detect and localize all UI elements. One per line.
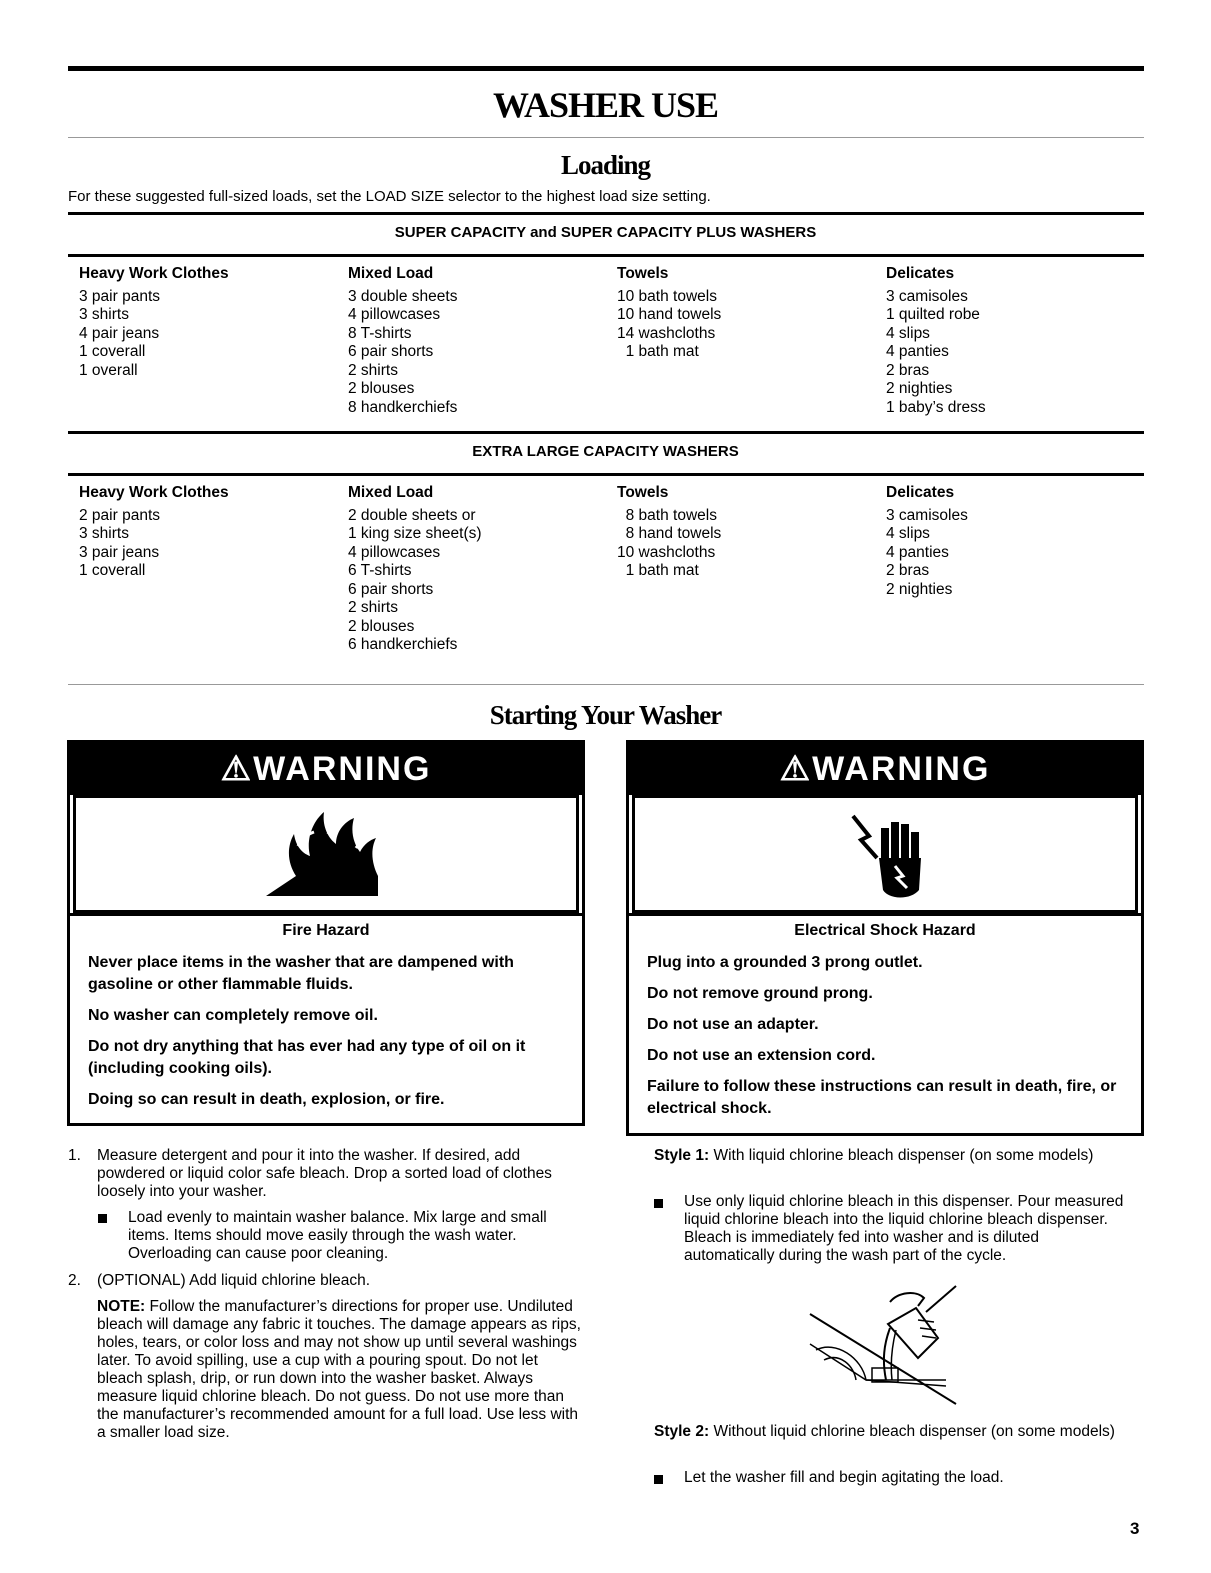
list-item: 1 bath mat [617,343,699,360]
icon-panel [632,795,1138,913]
warning-body [629,913,1141,1129]
list-item: 8 bath towels [617,506,717,524]
warning-line: No washer can completely remove oil. [88,1007,378,1024]
warning-line: Do not remove ground prong. [647,985,873,1002]
column-header: Mixed Load [348,484,434,501]
column-header: Delicates [886,484,955,501]
hazard-title: Fire Hazard [282,922,370,939]
warning-line: Doing so can result in death, explosion, or fire. [88,1091,445,1108]
extra-col-mixed [348,484,482,655]
list-item: 6 T-shirts [348,562,412,579]
table-rule [68,473,1144,476]
list-item: 1 bath mat [617,562,699,579]
extra-col-towels [617,484,721,581]
warning-label: WARNING [253,750,432,788]
list-item: 4 panties [886,343,949,360]
list-item: 8 hand towels [617,525,722,542]
list-item: 8 T-shirts [348,324,412,342]
step-1-bullet: Load evenly to maintain washer balance. Mix large and small items. Items should move easily through the wash water. Overloading can cause poor cleaning. [128,1209,547,1262]
column-header: Delicates [886,265,955,282]
page-number: 3 [1130,1519,1140,1538]
style-2-label: Style 2: [654,1423,710,1440]
extra-large-heading: EXTRA LARGE CAPACITY WASHERS [472,443,739,460]
fire-warning-box [67,740,585,1126]
style-2-text [654,1423,1134,1441]
style-1-desc: With liquid chlorine bleach dispenser (on some models) [713,1147,1094,1164]
list-item: 4 pillowcases [348,306,441,323]
list-item: 2 pair pants [79,506,160,524]
icon-panel [73,795,579,913]
warning-label: WARNING [812,750,991,788]
list-item: 1 king size sheet(s) [348,525,482,542]
bullet-icon [654,1199,663,1208]
list-item: 2 double sheets or [348,506,476,524]
fire-hazard-icon [256,804,396,904]
list-item: 4 slips [886,324,930,342]
list-item: 4 panties [886,543,949,561]
warning-line: Never place items in the washer that are dampened with gasoline or other flammable fluids. [88,954,514,993]
list-item: 3 pair pants [79,287,160,305]
note-text: Follow the manufacturer’s directions for proper use. Undiluted bleach will damage any fabric it touches. The damage appears as rips, holes, tears, or color loss and may not show up until several washings later. To avoid spilling, use a cup with a pouring spout. Do not let bleach splash, drip, or run down into the washer basket. Always measure liquid chlorine bleach. Do not guess. Do not use more than the manufacturer’s recommended amount for a full load. Use less with a smaller load size. [97,1298,581,1441]
pouring-bleach-illustration [806,1284,966,1414]
extra-col-heavy [79,484,229,581]
warning-line: Plug into a grounded 3 prong outlet. [647,954,923,971]
table-rule [68,431,1144,434]
list-item: 3 double sheets [348,287,458,305]
warning-triangle-icon: ⚠ [220,750,254,788]
step-1-text: Measure detergent and pour it into the washer. If desired, add powdered or liquid color safe bleach. Drop a sorted load of clothes loosely into your washer. [97,1147,552,1200]
warning-line: Do not use an adapter. [647,1016,819,1033]
list-item: 2 bras [886,361,930,379]
column-header: Heavy Work Clothes [79,265,229,282]
list-item: 3 shirts [79,525,129,542]
super-col-delicates [886,265,986,417]
warning-body [70,913,582,1120]
note-label: NOTE: [97,1298,146,1315]
warning-triangle-icon: ⚠ [779,750,813,788]
list-item: 2 blouses [348,617,415,635]
loading-intro: For these suggested full-sized loads, set the LOAD SIZE selector to the highest load size setting. [68,188,711,205]
super-col-heavy [79,265,229,380]
column-header: Towels [617,265,669,282]
list-item: 2 shirts [348,361,398,379]
list-item: 1 coverall [79,562,146,579]
loading-title: Loading [560,150,651,180]
list-item: 1 baby’s dress [886,398,986,416]
style-2-bullet: Let the washer fill and begin agitating the load. [684,1469,1004,1486]
list-item: 1 quilted robe [886,306,980,323]
page-title: WASHER USE [492,85,719,125]
list-item: 1 overall [79,361,138,379]
top-rule [68,66,1144,71]
table-rule [68,212,1144,215]
style-2-desc: Without liquid chlorine bleach dispenser (on some models) [713,1423,1115,1440]
divider [68,137,1144,138]
table-rule [68,254,1144,257]
bullet-icon [654,1475,663,1484]
warning-line: Do not use an extension cord. [647,1047,876,1064]
list-item: 4 slips [886,525,930,542]
warning-banner [70,743,582,795]
column-header: Towels [617,484,669,501]
style-1-bullet: Use only liquid chlorine bleach in this dispenser. Pour measured liquid chlorine bleach into the liquid chlorine bleach dispenser. Bleach is immediately fed into washer and is diluted automatically during the wash part of the cycle. [684,1193,1124,1264]
warning-line: Failure to follow these instructions can result in death, fire, or electrical shock. [647,1078,1117,1117]
list-item: 2 nighties [886,380,953,397]
column-header: Heavy Work Clothes [79,484,229,501]
step-2-text: (OPTIONAL) Add liquid chlorine bleach. [97,1272,371,1289]
list-item: 3 camisoles [886,287,968,305]
style-1-label: Style 1: [654,1147,710,1164]
electrical-shock-icon [833,806,953,906]
list-item: 10 hand towels [617,306,722,323]
list-item: 2 shirts [348,599,398,616]
list-item: 10 bath towels [617,287,717,305]
starting-title: Starting Your Washer [489,700,722,730]
warning-line: Do not dry anything that has ever had any type of oil on it (including cooking oils). [88,1038,526,1077]
list-item: 2 bras [886,562,930,579]
step-2-note [97,1298,587,1442]
hazard-title: Electrical Shock Hazard [794,922,976,939]
list-item: 10 washcloths [617,543,716,561]
step-number: 1. [68,1147,81,1164]
divider [68,684,1144,685]
list-item: 3 pair jeans [79,543,160,561]
list-item: 4 pillowcases [348,543,441,561]
super-col-towels [617,265,721,362]
super-col-mixed [348,265,457,417]
column-header: Mixed Load [348,265,434,282]
list-item: 6 handkerchiefs [348,636,458,653]
extra-col-delicates [886,484,968,599]
bullet-icon [98,1214,107,1223]
list-item: 6 pair shorts [348,343,434,360]
list-item: 4 pair jeans [79,324,160,342]
step-number: 2. [68,1272,81,1289]
list-item: 3 camisoles [886,506,968,524]
list-item: 3 shirts [79,306,129,323]
list-item: 14 washcloths [617,324,716,342]
list-item: 1 coverall [79,343,146,360]
list-item: 6 pair shorts [348,580,434,598]
list-item: 2 blouses [348,380,415,397]
list-item: 8 handkerchiefs [348,398,458,416]
style-1-text [654,1147,1134,1165]
super-capacity-heading: SUPER CAPACITY and SUPER CAPACITY PLUS WASHERS [394,224,817,241]
shock-warning-box [626,740,1144,1136]
list-item: 2 nighties [886,580,953,598]
warning-banner [629,743,1141,795]
